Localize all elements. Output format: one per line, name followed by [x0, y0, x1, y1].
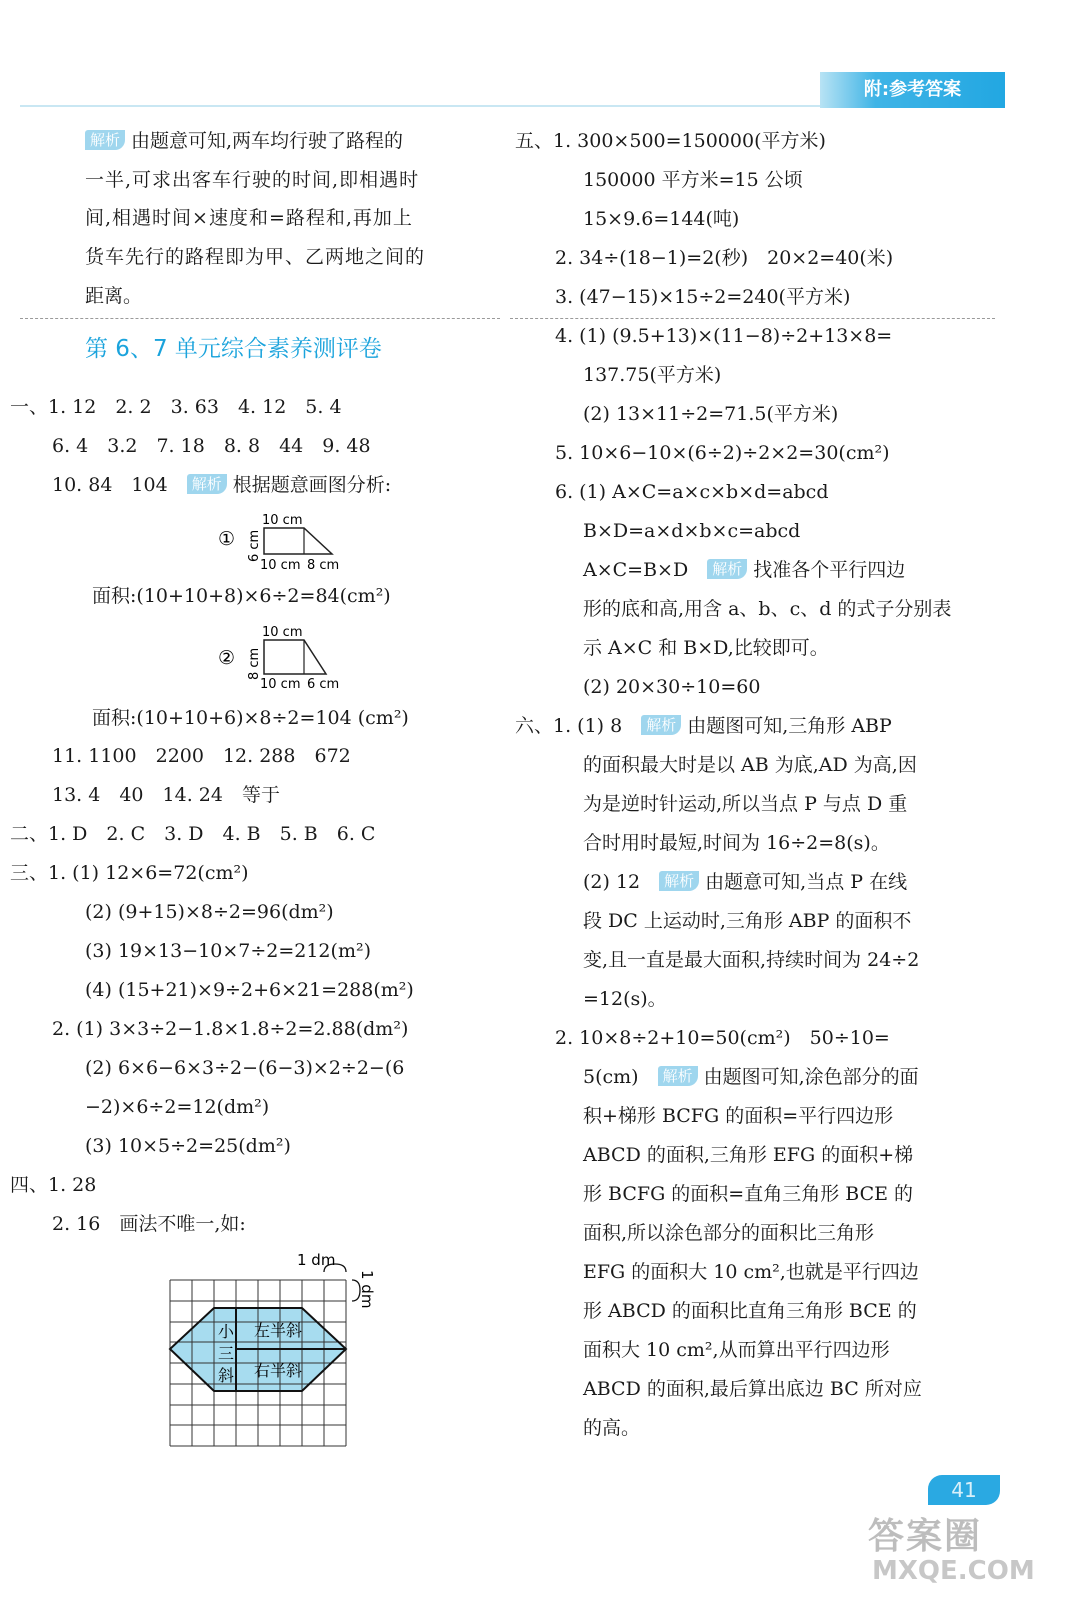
- s6-line-15: EFG 的面积大 10 cm²,也就是平行四边: [583, 1261, 919, 1283]
- small-label-1: 小: [218, 1322, 235, 1341]
- analysis-tag: 解析: [658, 1066, 698, 1086]
- s5-line-10: 6. (1) A×C=a×c×b×d=abcd: [555, 481, 829, 503]
- s6-line-13: 形 BCFG 的面积=直角三角形 BCE 的: [583, 1183, 914, 1205]
- grid-figure: [160, 1250, 376, 1452]
- area-2: 面积:(10+10+6)×8÷2=104 (cm²): [92, 707, 409, 729]
- analysis-tag: 解析: [85, 130, 125, 150]
- section-title: 第 6、7 单元综合素养测评卷: [85, 336, 382, 362]
- right-half-label: 右半斜: [254, 1361, 303, 1380]
- s3-line-6: (2) 6×6−6×3÷2−(6−3)×2÷2−(6: [85, 1057, 405, 1079]
- small-label-3: 斜: [218, 1366, 235, 1385]
- header-title: 附:参考答案: [820, 72, 1005, 108]
- fig1-top-label: 10 cm: [262, 513, 303, 528]
- s5-line-7: 137.75(平方米): [583, 364, 722, 386]
- analysis-tag: 解析: [187, 474, 227, 494]
- s3-line-4: (4) (15+21)×9÷2+6×21=288(m²): [85, 979, 414, 1001]
- s5-line-14: 示 A×C 和 B×D,比较即可。: [583, 637, 829, 659]
- s3-line-8: (3) 10×5÷2=25(dm²): [85, 1135, 291, 1157]
- fig2-side-label: 8 cm: [247, 647, 262, 680]
- s6-line-17: 面积大 10 cm²,从而算出平行四边形: [583, 1339, 890, 1361]
- analysis-tag: 解析: [641, 715, 681, 735]
- s6-line-14: 面积,所以涂色部分的面积比三角形: [583, 1222, 875, 1244]
- s5-line-11: B×D=a×d×b×c=abcd: [583, 520, 801, 542]
- s1-line-1: 一、1. 12 2. 2 3. 63 4. 12 5. 4: [10, 396, 342, 418]
- header-rule: [20, 105, 820, 107]
- fig1-number: ①: [218, 528, 236, 550]
- s6-line-1: 六、1. (1) 8 解析 由题图可知,三角形 ABP: [515, 715, 892, 737]
- note-line-3: 间,相遇时间×速度和=路程和,再加上: [85, 207, 413, 229]
- watermark-logo: 答案圈: [868, 1516, 983, 1557]
- analysis-tag: 解析: [659, 871, 699, 891]
- fig2-top-label: 10 cm: [262, 625, 303, 640]
- s6-line-3: 为是逆时针运动,所以当点 P 与点 D 重: [583, 793, 908, 815]
- s1-line-13: 13. 4 40 14. 24 等于: [52, 784, 280, 806]
- s4-line-1: 四、1. 28: [10, 1174, 97, 1196]
- note-line-4: 货车先行的路程即为甲、乙两地之间的: [85, 246, 426, 268]
- s4-line-2: 2. 16 画法不唯一,如:: [52, 1213, 246, 1235]
- s6-line-7: 变,且一直是最大面积,持续时间为 24÷2: [583, 949, 920, 971]
- s5-line-2: 150000 平方米=15 公顷: [583, 169, 803, 191]
- fig1-bottom-right-label: 8 cm: [307, 558, 340, 573]
- s6-line-4: 合时用时最短,时间为 16÷2=8(s)。: [583, 832, 890, 854]
- s3-line-5: 2. (1) 3×3÷2−1.8×1.8÷2=2.88(dm²): [52, 1018, 409, 1040]
- fig2-bottom-right-label: 6 cm: [307, 677, 340, 692]
- s5-line-8: (2) 13×11÷2=71.5(平方米): [583, 403, 839, 425]
- watermark-url: MXQE.COM: [872, 1556, 1035, 1586]
- fig2-number: ②: [218, 647, 236, 669]
- s5-line-3: 15×9.6=144(吨): [583, 208, 740, 230]
- s6-line-5: (2) 12 解析 由题意可知,当点 P 在线: [583, 871, 908, 893]
- s6-line-18: ABCD 的面积,最后算出底边 BC 所对应: [583, 1378, 922, 1400]
- trapezoid-figure-1: [210, 508, 360, 576]
- left-divider: [20, 318, 500, 319]
- s6-line-19: 的高。: [583, 1417, 641, 1439]
- s1-line-3: 10. 84 104 解析 根据题意画图分析:: [52, 474, 392, 496]
- s6-line-11: 积+梯形 BCFG 的面积=平行四边形: [583, 1105, 894, 1127]
- s6-line-9: 2. 10×8÷2+10=50(cm²) 50÷10=: [555, 1027, 890, 1049]
- s3-line-2: (2) (9+15)×8÷2=96(dm²): [85, 901, 334, 923]
- fig1-bottom-left-label: 10 cm: [260, 558, 301, 573]
- top-dm-label: 1 dm: [297, 1251, 336, 1269]
- s5-line-5: 3. (47−15)×15÷2=240(平方米): [555, 286, 851, 308]
- s6-line-10: 5(cm) 解析 由题图可知,涂色部分的面: [583, 1066, 919, 1088]
- small-label-2: 三: [218, 1344, 235, 1363]
- side-dm-label: 1 dm: [358, 1270, 376, 1309]
- area-1: 面积:(10+10+8)×6÷2=84(cm²): [92, 585, 391, 607]
- s1-line-2: 6. 4 3.2 7. 18 8. 8 44 9. 48: [52, 435, 371, 457]
- fig2-bottom-left-label: 10 cm: [260, 677, 301, 692]
- s1-line-11: 11. 1100 2200 12. 288 672: [52, 745, 351, 767]
- note-line-1: 解析 由题意可知,两车均行驶了路程的: [85, 127, 403, 155]
- s6-line-2: 的面积最大时是以 AB 为底,AD 为高,因: [583, 754, 917, 776]
- s6-line-12: ABCD 的面积,三角形 EFG 的面积+梯: [583, 1144, 914, 1166]
- s3-line-7: −2)×6÷2=12(dm²): [85, 1096, 270, 1118]
- trapezoid-figure-2: [210, 620, 360, 692]
- s5-line-9: 5. 10×6−10×(6÷2)÷2×2=30(cm²): [555, 442, 890, 464]
- s5-line-1: 五、1. 300×500=150000(平方米): [515, 130, 826, 152]
- fig1-side-label: 6 cm: [247, 529, 262, 562]
- s6-line-16: 形 ABCD 的面积比直角三角形 BCE 的: [583, 1300, 917, 1322]
- s5-line-15: (2) 20×30÷10=60: [583, 676, 761, 698]
- fig2-trapezoid: [264, 640, 326, 674]
- note-line-5: 距离。: [85, 285, 143, 307]
- left-half-label: 左半斜: [254, 1321, 303, 1340]
- note-line-2: 一半,可求出客车行驶的时间,即相遇时: [85, 169, 420, 191]
- s3-line-1: 三、1. (1) 12×6=72(cm²): [10, 862, 249, 884]
- right-divider: [510, 318, 995, 319]
- s5-line-13: 形的底和高,用含 a、b、c、d 的式子分别表: [583, 598, 952, 620]
- page-number: 41: [928, 1475, 1000, 1505]
- s5-line-12: A×C=B×D 解析 找准各个平行四边: [583, 559, 906, 581]
- s6-line-8: =12(s)。: [583, 988, 667, 1010]
- s5-line-6: 4. (1) (9.5+13)×(11−8)÷2+13×8=: [555, 325, 893, 347]
- s3-line-3: (3) 19×13−10×7÷2=212(m²): [85, 940, 371, 962]
- s5-line-4: 2. 34÷(18−1)=2(秒) 20×2=40(米): [555, 247, 894, 269]
- s2-line-1: 二、1. D 2. C 3. D 4. B 5. B 6. C: [10, 823, 376, 845]
- fig1-trapezoid: [264, 528, 332, 554]
- s6-line-6: 段 DC 上运动时,三角形 ABP 的面积不: [583, 910, 912, 932]
- analysis-tag: 解析: [707, 559, 747, 579]
